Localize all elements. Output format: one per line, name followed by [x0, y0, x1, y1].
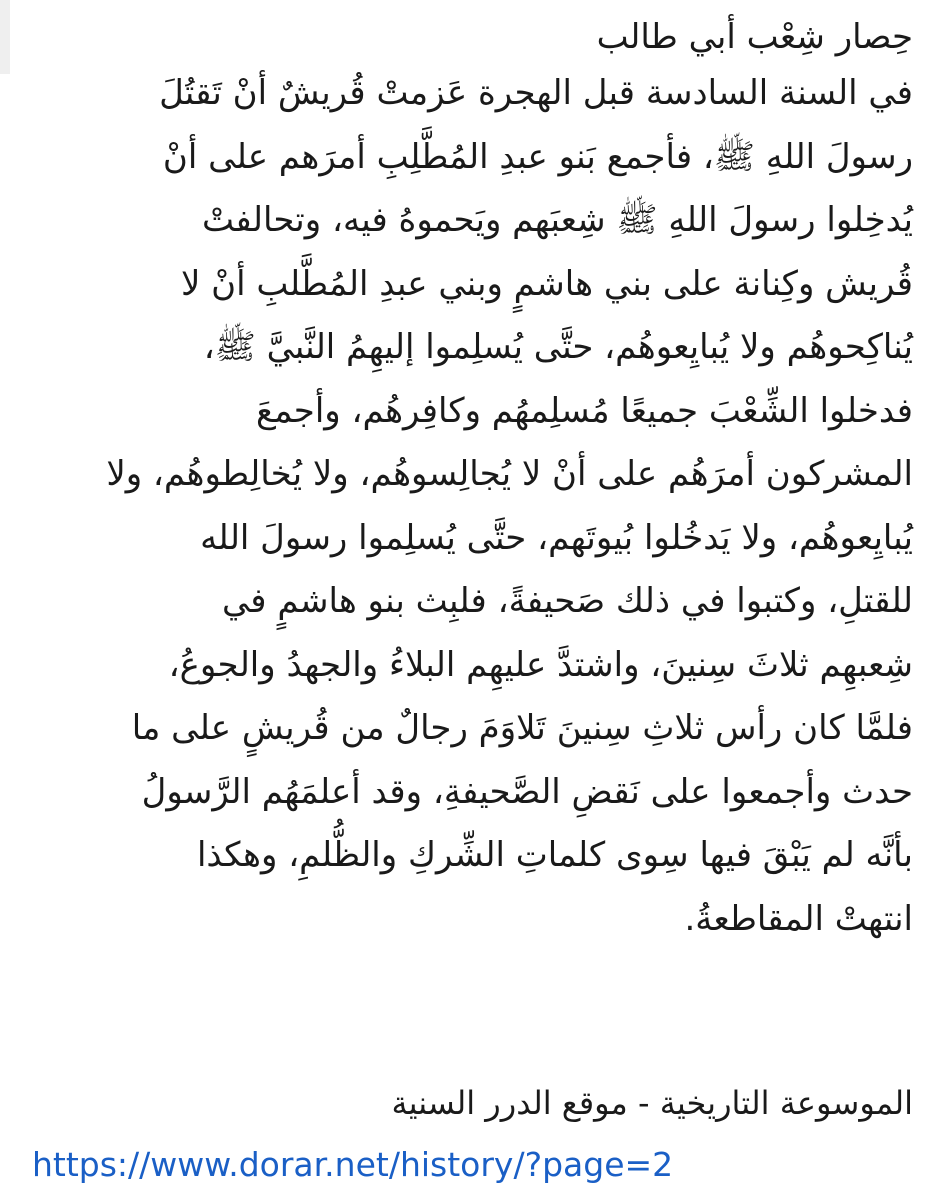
article-line: حدث وأجمعوا على نَقضِ الصَّحيفةِ، وقد أعلمَهُم الرَّسولُ [141, 771, 913, 812]
article-line: شِعبهِم ثلاثَ سِنينَ، واشتدَّ عليهِم البلاءُ والجهدُ والجوعُ، [168, 644, 913, 685]
article-line: يُبايِعوهُم، ولا يَدخُلوا بُيوتَهم، حتَّى يُسلِموا رسولَ الله [200, 517, 913, 558]
article-line: فلمَّا كان رأس ثلاثِ سِنينَ تَلاوَمَ رجالٌ من قُريشٍ على ما [131, 708, 913, 748]
side-strip [0, 0, 10, 74]
article-line: انتهتْ المقاطعةُ. [684, 898, 913, 939]
article-line: يُناكِحوهُم ولا يُبايِعوهُم، حتَّى يُسلِموا إليهِمُ النَّبيَّ ﷺ، [203, 327, 913, 367]
article-body [20, 12, 913, 951]
article-line: قُريش وكِنانة على بني هاشمٍ وبني عبدِ المُطَّلبِ أنْ لا [180, 263, 913, 304]
article-line: فدخلوا الشِّعْبَ جميعًا مُسلِمهُم وكافِرهُم، وأجمعَ [256, 390, 913, 431]
article-title: حِصار شِعْب أبي طالب [596, 17, 913, 57]
source-link[interactable]: https://www.dorar.net/history/?page=2 [32, 1145, 674, 1184]
source-attribution: الموسوعة التاريخية - موقع الدرر السنية [391, 1084, 913, 1122]
article-line: للقتلِ، وكتبوا في ذلك صَحيفةً، فلبِث بنو هاشمٍ في [221, 581, 913, 621]
article-line: بأنَّه لم يَبْقَ فيها سِوى كلماتِ الشِّركِ والظُّلمِ، وهكذا [196, 835, 913, 875]
article-line: يُدخِلوا رسولَ اللهِ ﷺ شِعبَهم ويَحموهُ فيه، وتحالفتْ [202, 200, 913, 240]
article-line: المشركون أمرَهُم على أنْ لا يُجالِسوهُم، ولا يُخالِطوهُم، ولا [106, 454, 913, 494]
article-line: رسولَ اللهِ ﷺ، فأجمع بَنو عبدِ المُطَّلِبِ أمرَهم على أنْ [162, 136, 913, 177]
article-line: في السنة السادسة قبل الهجرة عَزمتْ قُريشٌ أنْ تَقتُلَ [159, 73, 913, 113]
